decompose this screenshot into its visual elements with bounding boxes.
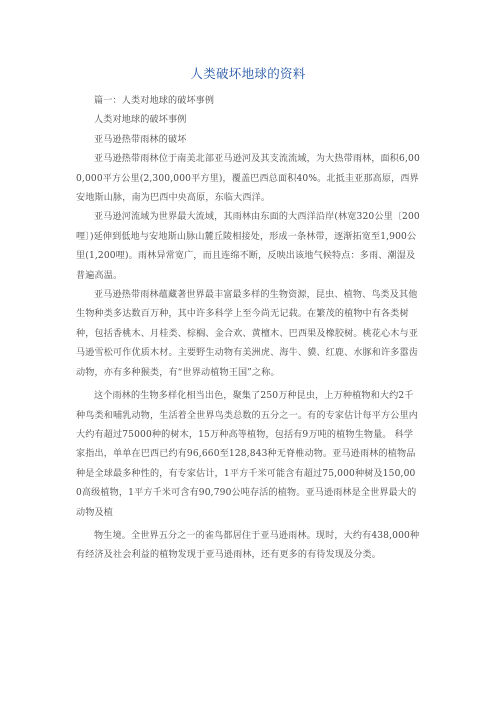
section-heading: 篇一：人类对地球的破坏事例	[94, 96, 215, 106]
body-paragraph: 物生境。全世界五分之一的雀鸟都居住于亚马逊雨林。现时，大约有438,000种有经济及社会利益的植物发现于亚马逊雨林，还有更多的有待发现及分类。	[76, 530, 420, 561]
subheading: 人类对地球的破坏事例	[94, 115, 187, 126]
body-paragraph: 亚马逊热带雨林蕴藏著世界最丰富最多样的生物资源，昆虫、植物、鸟类及其他生物种类多达数百万种，其中许多科学上至今尚无记载。在繁茂的植物中有各类树种，包括香桃木、月桂类、棕榈、金合欢、黄檀木、巴西果及橡胶树。桃花心木与亚马逊雪松可作优质木材。主要野生动物有美洲虎、海牛、貘、红鹿、水豚和许多嚣齿动物，亦有多种猴类，有“世界动植物王国”之称。	[76, 290, 419, 378]
document-title: 人类破坏地球的资料	[190, 66, 306, 81]
topic-heading: 亚马逊热带雨林的破坏	[94, 134, 187, 145]
body-paragraph: 亚马逊河流域为世界最大流域，其雨林由东面的大西洋沿岸(林宽320公里〔200哩〕)延伸到低地与安地斯山脉山麓丘陵相接处，形成一条林带，逐渐拓宽至1,900公里(1,200哩)。雨林异常宽广，而且连绵不断，反映出该地气候特点：多雨、潮湿及普遍高温。	[76, 212, 420, 281]
body-paragraph: 这个雨林的生物多样化相当出色，聚集了250万种昆虫，上万种植物和大约2千种鸟类和哺乳动物，生活着全世界鸟类总数的五分之一。有的专家估计每平方公里内大约有超过75000种的树木，15万种高等植物，包括有9万吨的植物生物量。 科学家指出，单单在巴西已约有96,660至128,843种无脊椎动物。亚马逊雨林的植物品种是全球最多种性的，有专家估计，1平方千米可能含有超过75,000种树及150,000高级植物，1平方千米可含有90,790公吨存活的植物。亚马逊雨林是全世界最大的动物及植	[76, 391, 419, 518]
document-body	[76, 92, 420, 566]
body-paragraph: 亚马逊热带雨林位于南美北部亚马逊河及其支流流域，为大热带雨林，面积6,000,000平方公里(2,300,000平方里)，覆盖巴西总面积40%。北抵圭亚那高原，西界安地斯山脉，南为巴西中央高原，东临大西洋。	[76, 154, 420, 204]
